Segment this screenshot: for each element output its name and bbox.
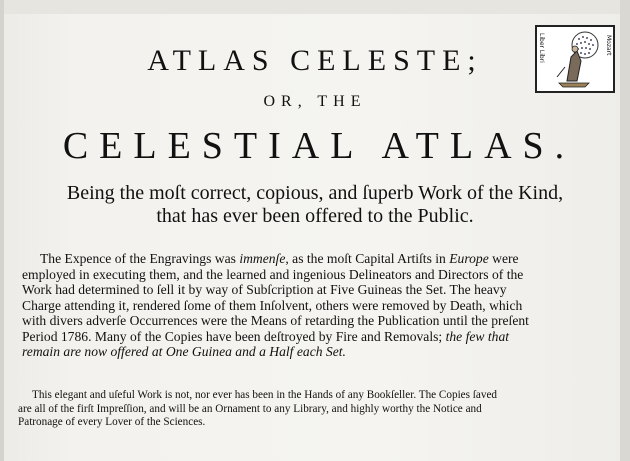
paragraph-line (22, 344, 624, 360)
subtitle-line-2: that has ever been offered to the Public. (156, 205, 474, 227)
title-line-2: OR, THE (263, 93, 367, 110)
paragraph-line: are all of the firſt Impreſſion, and will be an Ornament to any Library, and highly worthy the Notice and (18, 402, 482, 415)
paragraph-line: employed in executing them, and the learned and ingenious Delineators and Directors of the (22, 266, 524, 282)
paragraph-line: with divers adverſe Occurrences were the Means of retarding the Publication until the preſent (22, 313, 529, 328)
title-line-1: ATLAS CELESTE; (147, 44, 483, 77)
paragraph-line: Work had determined to ſell it by way of Subſcription at Five Guineas the Set. The heavy (22, 282, 507, 297)
paragraph-line: The Expence of the Engravings was immenſe, as the moſt Capital Artiſts in Europe were (40, 251, 519, 266)
paragraph-line-text: Period 1786. Many of the Copies have been deſtroyed by Fire and Removals; (22, 328, 443, 344)
paragraph-line: This elegant and uſeful Work is not, nor ever has been in the Hands of any Bookſeller. The Copies ſaved (32, 389, 498, 401)
stamp-figure-icon (537, 27, 613, 91)
stamp-text-left: Liber Libri (538, 33, 545, 63)
paragraph-line (22, 329, 624, 345)
paragraph-expence (22, 251, 624, 360)
paragraph-bookseller (18, 389, 628, 430)
page-top-edge (0, 0, 630, 14)
italic-line: remain are now offered at One Guinea and a Half each Set. (22, 344, 346, 359)
italic-fragment: the few that (442, 328, 510, 344)
title-line-3: CELESTIAL ATLAS. (62, 125, 576, 167)
paragraph-line: Charge attending it, rendered ſome of them Inſolvent, others were removed by Death, which (22, 297, 523, 313)
library-stamp (535, 25, 615, 93)
paragraph-line: Patronage of every Lover of the Sciences. (18, 416, 206, 428)
subtitle-line-1: Being the moſt correct, copious, and ſuperb Work of the Kind, (66, 182, 564, 204)
stamp-text-right: Mozart (605, 35, 612, 56)
